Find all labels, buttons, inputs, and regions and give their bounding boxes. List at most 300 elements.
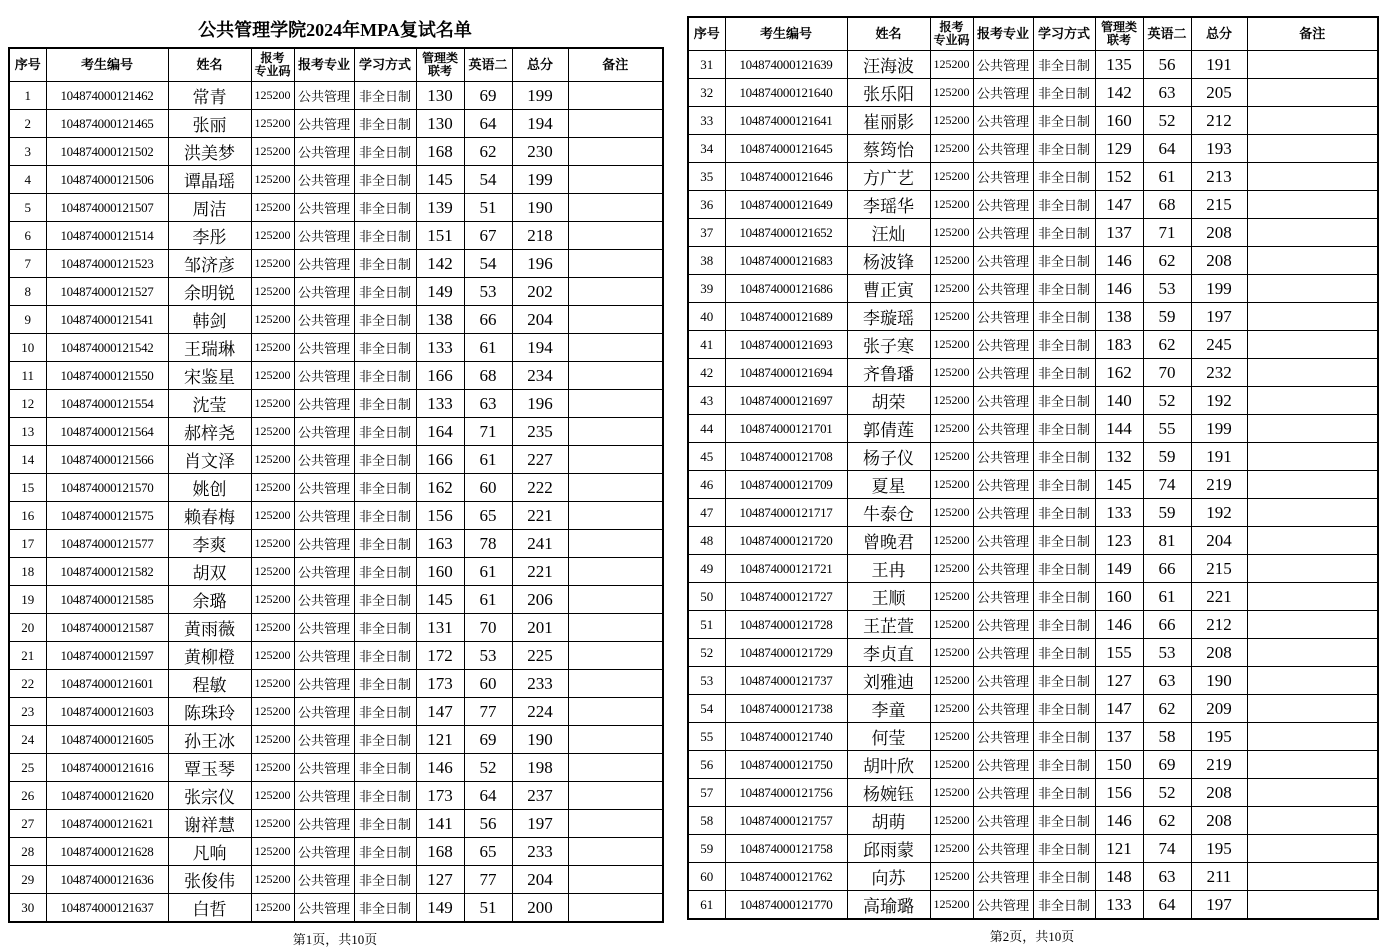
cell-major_code: 125200 <box>251 894 294 923</box>
cell-index: 3 <box>9 138 46 166</box>
cell-mgmt: 139 <box>416 194 464 222</box>
cell-mgmt: 146 <box>1095 247 1143 275</box>
cell-major_code: 125200 <box>930 275 973 303</box>
cell-mgmt: 138 <box>416 306 464 334</box>
cell-mode: 非全日制 <box>354 250 416 278</box>
cell-remark <box>568 334 663 362</box>
cell-mode: 非全日制 <box>354 782 416 810</box>
table-row <box>9 726 663 754</box>
cell-id: 104874000121541 <box>46 306 168 334</box>
col-header-total: 总分 <box>512 48 568 82</box>
cell-total: 215 <box>1191 555 1247 583</box>
cell-index: 36 <box>688 191 725 219</box>
cell-major_code: 125200 <box>251 726 294 754</box>
cell-index: 47 <box>688 499 725 527</box>
cell-name: 胡荣 <box>847 387 930 415</box>
cell-english: 64 <box>464 110 512 138</box>
cell-total: 215 <box>1191 191 1247 219</box>
table-row <box>9 586 663 614</box>
cell-major_code: 125200 <box>251 166 294 194</box>
cell-total: 204 <box>512 866 568 894</box>
cell-mgmt: 130 <box>416 82 464 110</box>
cell-id: 104874000121758 <box>725 835 847 863</box>
cell-mode: 非全日制 <box>354 502 416 530</box>
cell-id: 104874000121762 <box>725 863 847 891</box>
cell-total: 208 <box>1191 639 1247 667</box>
cell-major_code: 125200 <box>930 163 973 191</box>
cell-remark <box>1247 107 1378 135</box>
cell-index: 26 <box>9 782 46 810</box>
cell-english: 62 <box>1143 331 1191 359</box>
cell-index: 46 <box>688 471 725 499</box>
cell-mgmt: 121 <box>416 726 464 754</box>
cell-total: 221 <box>512 558 568 586</box>
cell-index: 21 <box>9 642 46 670</box>
cell-major_code: 125200 <box>251 670 294 698</box>
cell-mgmt: 121 <box>1095 835 1143 863</box>
cell-major: 公共管理 <box>294 306 354 334</box>
cell-name: 肖文泽 <box>168 446 251 474</box>
cell-remark <box>568 838 663 866</box>
cell-index: 40 <box>688 303 725 331</box>
cell-total: 213 <box>1191 163 1247 191</box>
table-row <box>688 387 1378 415</box>
cell-total: 204 <box>512 306 568 334</box>
cell-remark <box>568 194 663 222</box>
cell-english: 74 <box>1143 471 1191 499</box>
cell-mode: 非全日制 <box>354 810 416 838</box>
cell-major_code: 125200 <box>930 751 973 779</box>
cell-major_code: 125200 <box>930 779 973 807</box>
table-row <box>9 810 663 838</box>
cell-major: 公共管理 <box>973 863 1033 891</box>
cell-mode: 非全日制 <box>354 166 416 194</box>
table-row <box>688 51 1378 79</box>
cell-remark <box>1247 79 1378 107</box>
cell-mgmt: 172 <box>416 642 464 670</box>
cell-index: 7 <box>9 250 46 278</box>
cell-major_code: 125200 <box>251 558 294 586</box>
cell-id: 104874000121750 <box>725 751 847 779</box>
cell-name: 杨子仪 <box>847 443 930 471</box>
cell-mgmt: 160 <box>1095 107 1143 135</box>
cell-english: 81 <box>1143 527 1191 555</box>
cell-total: 241 <box>512 530 568 558</box>
cell-index: 55 <box>688 723 725 751</box>
cell-english: 59 <box>1143 499 1191 527</box>
cell-id: 104874000121462 <box>46 82 168 110</box>
cell-mgmt: 138 <box>1095 303 1143 331</box>
cell-mode: 非全日制 <box>1033 191 1095 219</box>
cell-name: 常青 <box>168 82 251 110</box>
table-row <box>688 219 1378 247</box>
cell-major: 公共管理 <box>973 499 1033 527</box>
cell-english: 69 <box>464 82 512 110</box>
cell-mgmt: 145 <box>416 586 464 614</box>
cell-remark <box>568 894 663 923</box>
cell-mode: 非全日制 <box>1033 331 1095 359</box>
cell-name: 张俊伟 <box>168 866 251 894</box>
cell-total: 209 <box>1191 695 1247 723</box>
cell-id: 104874000121652 <box>725 219 847 247</box>
cell-major_code: 125200 <box>251 838 294 866</box>
cell-index: 39 <box>688 275 725 303</box>
table-row <box>9 838 663 866</box>
cell-name: 黄柳橙 <box>168 642 251 670</box>
cell-major_code: 125200 <box>930 695 973 723</box>
cell-english: 65 <box>464 502 512 530</box>
cell-id: 104874000121683 <box>725 247 847 275</box>
cell-remark <box>1247 779 1378 807</box>
cell-major_code: 125200 <box>930 527 973 555</box>
cell-total: 219 <box>1191 471 1247 499</box>
cell-mode: 非全日制 <box>354 754 416 782</box>
page-2 <box>687 16 1377 945</box>
cell-total: 233 <box>512 838 568 866</box>
cell-english: 56 <box>464 810 512 838</box>
cell-major: 公共管理 <box>973 639 1033 667</box>
col-header-remark: 备注 <box>568 48 663 82</box>
cell-major_code: 125200 <box>251 502 294 530</box>
cell-major_code: 125200 <box>251 446 294 474</box>
cell-id: 104874000121550 <box>46 362 168 390</box>
cell-total: 219 <box>1191 751 1247 779</box>
cell-major: 公共管理 <box>973 555 1033 583</box>
cell-english: 60 <box>464 670 512 698</box>
cell-major_code: 125200 <box>930 891 973 920</box>
cell-remark <box>1247 723 1378 751</box>
cell-index: 53 <box>688 667 725 695</box>
page-number-footer: 第2页，共10页 <box>989 929 1075 944</box>
table-row <box>9 110 663 138</box>
cell-mode: 非全日制 <box>1033 387 1095 415</box>
cell-english: 74 <box>1143 835 1191 863</box>
cell-english: 68 <box>464 362 512 390</box>
cell-total: 225 <box>512 642 568 670</box>
cell-english: 67 <box>464 222 512 250</box>
cell-index: 2 <box>9 110 46 138</box>
table-row <box>688 471 1378 499</box>
cell-mode: 非全日制 <box>354 558 416 586</box>
cell-mode: 非全日制 <box>354 138 416 166</box>
cell-name: 邱雨蒙 <box>847 835 930 863</box>
cell-name: 谢祥慧 <box>168 810 251 838</box>
cell-major: 公共管理 <box>973 275 1033 303</box>
cell-major_code: 125200 <box>251 474 294 502</box>
cell-total: 195 <box>1191 723 1247 751</box>
cell-mgmt: 166 <box>416 446 464 474</box>
cell-major: 公共管理 <box>973 219 1033 247</box>
cell-english: 66 <box>1143 611 1191 639</box>
cell-name: 黄雨薇 <box>168 614 251 642</box>
cell-remark <box>568 138 663 166</box>
cell-total: 212 <box>1191 107 1247 135</box>
cell-remark <box>1247 387 1378 415</box>
cell-name: 周洁 <box>168 194 251 222</box>
table-row <box>688 415 1378 443</box>
cell-english: 64 <box>1143 891 1191 920</box>
cell-mode: 非全日制 <box>1033 219 1095 247</box>
cell-english: 61 <box>464 586 512 614</box>
cell-mode: 非全日制 <box>354 670 416 698</box>
cell-total: 197 <box>1191 303 1247 331</box>
cell-index: 14 <box>9 446 46 474</box>
cell-mode: 非全日制 <box>1033 835 1095 863</box>
cell-id: 104874000121554 <box>46 390 168 418</box>
cell-mgmt: 147 <box>416 698 464 726</box>
cell-mode: 非全日制 <box>1033 303 1095 331</box>
cell-total: 221 <box>1191 583 1247 611</box>
cell-mgmt: 160 <box>416 558 464 586</box>
cell-major: 公共管理 <box>294 418 354 446</box>
cell-english: 52 <box>1143 779 1191 807</box>
cell-remark <box>568 166 663 194</box>
cell-id: 104874000121720 <box>725 527 847 555</box>
cell-total: 208 <box>1191 779 1247 807</box>
cell-name: 张宗仪 <box>168 782 251 810</box>
cell-remark <box>1247 191 1378 219</box>
cell-remark <box>568 558 663 586</box>
cell-major_code: 125200 <box>930 331 973 359</box>
table-row <box>688 499 1378 527</box>
cell-major: 公共管理 <box>973 611 1033 639</box>
table-row <box>9 866 663 894</box>
cell-major_code: 125200 <box>251 418 294 446</box>
cell-id: 104874000121542 <box>46 334 168 362</box>
cell-remark <box>568 642 663 670</box>
cell-mode: 非全日制 <box>354 306 416 334</box>
cell-total: 190 <box>1191 667 1247 695</box>
cell-id: 104874000121570 <box>46 474 168 502</box>
cell-english: 70 <box>464 614 512 642</box>
cell-total: 218 <box>512 222 568 250</box>
cell-major: 公共管理 <box>294 838 354 866</box>
cell-index: 4 <box>9 166 46 194</box>
cell-index: 12 <box>9 390 46 418</box>
cell-remark <box>1247 359 1378 387</box>
cell-major_code: 125200 <box>930 79 973 107</box>
cell-id: 104874000121756 <box>725 779 847 807</box>
cell-major: 公共管理 <box>973 583 1033 611</box>
cell-id: 104874000121582 <box>46 558 168 586</box>
table-row <box>688 695 1378 723</box>
cell-english: 52 <box>464 754 512 782</box>
cell-total: 234 <box>512 362 568 390</box>
cell-mgmt: 173 <box>416 782 464 810</box>
cell-mode: 非全日制 <box>1033 667 1095 695</box>
cell-total: 208 <box>1191 219 1247 247</box>
cell-major: 公共管理 <box>973 387 1033 415</box>
cell-index: 22 <box>9 670 46 698</box>
cell-name: 谭晶瑶 <box>168 166 251 194</box>
cell-name: 李璇瑶 <box>847 303 930 331</box>
cell-major: 公共管理 <box>294 474 354 502</box>
cell-index: 20 <box>9 614 46 642</box>
cell-name: 白哲 <box>168 894 251 923</box>
page-1 <box>8 16 662 948</box>
col-header-id: 考生编号 <box>46 48 168 82</box>
cell-name: 孙王冰 <box>168 726 251 754</box>
cell-name: 杨婉钰 <box>847 779 930 807</box>
cell-id: 104874000121465 <box>46 110 168 138</box>
cell-major: 公共管理 <box>294 670 354 698</box>
cell-index: 25 <box>9 754 46 782</box>
cell-total: 194 <box>512 110 568 138</box>
cell-mgmt: 148 <box>1095 863 1143 891</box>
table-row <box>9 502 663 530</box>
cell-mgmt: 132 <box>1095 443 1143 471</box>
cell-major_code: 125200 <box>251 306 294 334</box>
cell-major_code: 125200 <box>930 807 973 835</box>
cell-name: 牛泰仓 <box>847 499 930 527</box>
cell-name: 李爽 <box>168 530 251 558</box>
cell-remark <box>1247 611 1378 639</box>
cell-major: 公共管理 <box>294 782 354 810</box>
cell-english: 52 <box>1143 107 1191 135</box>
cell-english: 59 <box>1143 443 1191 471</box>
cell-major: 公共管理 <box>294 502 354 530</box>
header-row <box>9 48 663 82</box>
cell-name: 刘雅迪 <box>847 667 930 695</box>
cell-mgmt: 146 <box>1095 275 1143 303</box>
cell-mgmt: 147 <box>1095 695 1143 723</box>
table-row <box>688 275 1378 303</box>
cell-index: 23 <box>9 698 46 726</box>
table-row <box>688 751 1378 779</box>
cell-mode: 非全日制 <box>1033 611 1095 639</box>
cell-remark <box>1247 471 1378 499</box>
table-row <box>9 166 663 194</box>
cell-mgmt: 145 <box>416 166 464 194</box>
table-row <box>688 443 1378 471</box>
cell-mode: 非全日制 <box>354 418 416 446</box>
cell-major: 公共管理 <box>973 835 1033 863</box>
cell-major: 公共管理 <box>294 194 354 222</box>
cell-remark <box>568 502 663 530</box>
cell-mgmt: 133 <box>1095 891 1143 920</box>
cell-mode: 非全日制 <box>354 390 416 418</box>
cell-major_code: 125200 <box>251 642 294 670</box>
cell-remark <box>1247 555 1378 583</box>
cell-major: 公共管理 <box>973 51 1033 79</box>
cell-english: 66 <box>464 306 512 334</box>
cell-major: 公共管理 <box>973 779 1033 807</box>
cell-mode: 非全日制 <box>354 530 416 558</box>
cell-english: 60 <box>464 474 512 502</box>
cell-english: 56 <box>1143 51 1191 79</box>
cell-index: 24 <box>9 726 46 754</box>
cell-mode: 非全日制 <box>354 614 416 642</box>
cell-remark <box>568 82 663 110</box>
cell-index: 59 <box>688 835 725 863</box>
cell-mode: 非全日制 <box>354 194 416 222</box>
table-row <box>9 194 663 222</box>
cell-index: 9 <box>9 306 46 334</box>
cell-id: 104874000121645 <box>725 135 847 163</box>
cell-name: 夏星 <box>847 471 930 499</box>
table-row <box>688 807 1378 835</box>
table-row <box>688 779 1378 807</box>
cell-mode: 非全日制 <box>1033 695 1095 723</box>
cell-name: 蔡筠怡 <box>847 135 930 163</box>
cell-major: 公共管理 <box>973 807 1033 835</box>
col-header-name: 姓名 <box>847 17 930 51</box>
cell-english: 64 <box>1143 135 1191 163</box>
cell-major_code: 125200 <box>930 443 973 471</box>
cell-remark <box>1247 51 1378 79</box>
cell-english: 61 <box>464 558 512 586</box>
table-row <box>9 82 663 110</box>
cell-id: 104874000121693 <box>725 331 847 359</box>
cell-major_code: 125200 <box>251 334 294 362</box>
table-row <box>688 611 1378 639</box>
cell-name: 高瑜璐 <box>847 891 930 920</box>
cell-name: 余璐 <box>168 586 251 614</box>
cell-id: 104874000121757 <box>725 807 847 835</box>
cell-total: 208 <box>1191 807 1247 835</box>
cell-english: 58 <box>1143 723 1191 751</box>
cell-mgmt: 140 <box>1095 387 1143 415</box>
roster-table-page-2 <box>687 16 1379 920</box>
cell-remark <box>568 530 663 558</box>
cell-remark <box>568 782 663 810</box>
cell-name: 李贞直 <box>847 639 930 667</box>
cell-mode: 非全日制 <box>1033 163 1095 191</box>
cell-id: 104874000121514 <box>46 222 168 250</box>
cell-mode: 非全日制 <box>1033 471 1095 499</box>
cell-index: 57 <box>688 779 725 807</box>
cell-name: 沈莹 <box>168 390 251 418</box>
cell-major_code: 125200 <box>930 247 973 275</box>
cell-mode: 非全日制 <box>1033 583 1095 611</box>
cell-major: 公共管理 <box>973 135 1033 163</box>
cell-remark <box>568 362 663 390</box>
cell-major: 公共管理 <box>973 695 1033 723</box>
cell-mode: 非全日制 <box>1033 107 1095 135</box>
cell-mgmt: 152 <box>1095 163 1143 191</box>
cell-major_code: 125200 <box>251 390 294 418</box>
cell-total: 190 <box>512 726 568 754</box>
cell-mgmt: 144 <box>1095 415 1143 443</box>
cell-index: 50 <box>688 583 725 611</box>
cell-index: 31 <box>688 51 725 79</box>
cell-major_code: 125200 <box>251 82 294 110</box>
cell-id: 104874000121585 <box>46 586 168 614</box>
col-header-mode: 学习方式 <box>1033 17 1095 51</box>
cell-major_code: 125200 <box>251 362 294 390</box>
cell-id: 104874000121689 <box>725 303 847 331</box>
cell-english: 62 <box>1143 247 1191 275</box>
cell-major_code: 125200 <box>930 835 973 863</box>
cell-id: 104874000121694 <box>725 359 847 387</box>
cell-index: 6 <box>9 222 46 250</box>
cell-name: 姚创 <box>168 474 251 502</box>
cell-total: 212 <box>1191 611 1247 639</box>
cell-mgmt: 129 <box>1095 135 1143 163</box>
cell-id: 104874000121616 <box>46 754 168 782</box>
cell-total: 191 <box>1191 51 1247 79</box>
cell-id: 104874000121697 <box>725 387 847 415</box>
cell-major: 公共管理 <box>294 810 354 838</box>
cell-mgmt: 183 <box>1095 331 1143 359</box>
cell-id: 104874000121603 <box>46 698 168 726</box>
col-header-major: 报考专业 <box>973 17 1033 51</box>
cell-mode: 非全日制 <box>354 446 416 474</box>
cell-english: 63 <box>464 390 512 418</box>
cell-mode: 非全日制 <box>1033 527 1095 555</box>
cell-id: 104874000121527 <box>46 278 168 306</box>
cell-total: 191 <box>1191 443 1247 471</box>
